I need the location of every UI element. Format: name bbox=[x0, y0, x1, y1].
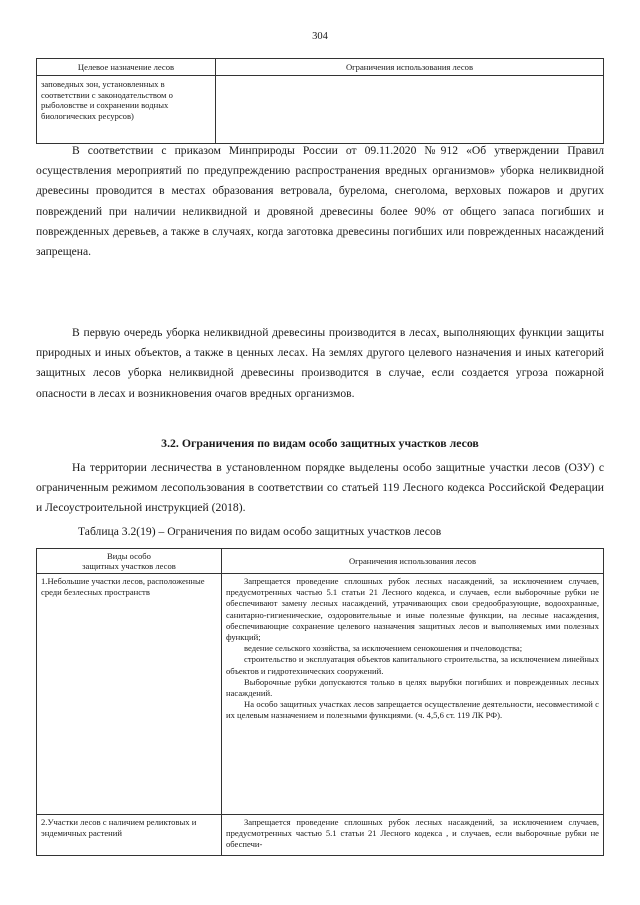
row2-restrictions bbox=[222, 815, 604, 856]
row1-zone-type: 1.Небольшие участки лесов, расположенные среди безлесных пространств bbox=[37, 574, 222, 815]
row1-restrictions bbox=[222, 574, 604, 815]
restrictions-table bbox=[36, 548, 604, 856]
table-header-zone-types-line1: Виды особо bbox=[107, 551, 151, 561]
section-heading: 3.2. Ограничения по видам особо защитных участков лесов bbox=[161, 436, 479, 450]
table-header-zone-types-line2: защитных участков лесов bbox=[82, 561, 176, 571]
top-table-cell-restrictions bbox=[216, 76, 604, 144]
table-row bbox=[37, 574, 604, 815]
top-table bbox=[36, 58, 604, 144]
row1-restriction-p2: ведение сельского хозяйства, за исключением сенокошения и пчеловодства; bbox=[244, 643, 523, 654]
row2-zone-type: 2.Участки лесов с наличием реликтовых и эндемичных растений bbox=[37, 815, 222, 856]
row1-restriction-p4: Выборочные рубки допускаются только в целях вырубки погибших и поврежденных лесных насаждений. bbox=[226, 676, 599, 699]
table-row bbox=[37, 815, 604, 856]
row1-restriction-p5: На особо защитных участках лесов запрещается осуществление деятельности, несовместимой с их целевым назначением и полезными функциями. (ч. 4,5,6 ст. 119 ЛК РФ). bbox=[226, 699, 599, 721]
row2-restriction-p1: Запрещается проведение сплошных рубок лесных насаждений, за исключением случаев, предусмотренных частью 5.1 статьи 21 Лесного кодекса , и случаев, если выборочные рубки не обеспечи- bbox=[226, 817, 599, 850]
row1-restriction-p1: Запрещается проведение сплошных рубок лесных насаждений, за исключением случаев, предусмотренных частью 5.1 статьи 21 Лесного кодекса, и случаев, если выборочные рубки не обеспечивают замену лесных насаждений, утрачивающих свои средообразующие, водоохранные, санитарно-гигиенические, оздоровительные и иные полезные функции, на лесные насаждения, обеспечивающие сохранение целевого назначения защитных лесов и выполняемых ими полезных функций; bbox=[226, 576, 599, 643]
section-paragraph: На территории лесничества в установленном порядке выделены особо защитные участки лесов (ОЗУ) с ограниченным режимом лесопользования в соответствии со статьей 119 Лесного кодекса Российской Федерации и Лесоустроительной инструкцией (2018). bbox=[36, 461, 604, 515]
row1-restriction-p3: строительство и эксплуатация объектов капитального строительства, за исключением линейных объектов и гидротехнических сооружений. bbox=[226, 654, 599, 676]
page-number: 304 bbox=[312, 31, 328, 42]
top-table-cell-purpose: заповедных зон, установленных в соответствии с законодательством о рыболовстве и сохранении водных биологических ресурсов) bbox=[37, 76, 216, 144]
top-table-header-purpose: Целевое назначение лесов bbox=[37, 59, 216, 76]
table-header-zone-types bbox=[37, 549, 222, 574]
table-caption: Таблица 3.2(19) – Ограничения по видам особо защитных участков лесов bbox=[78, 525, 442, 538]
top-table-header-restrictions: Ограничения использования лесов bbox=[216, 59, 604, 76]
table-header-restrictions: Ограничения использования лесов bbox=[222, 549, 604, 574]
body-paragraph-1: В соответствии с приказом Минприроды России от 09.11.2020 №912 «Об утверждении Правил осуществления мероприятий по предупреждению распространения вредных организмов» уборка неликвидной древесины проводится в местах образования ветровала, бурелома, снеголома, верховых пожаров и других повреждений при наличии неликвидной и дровяной древесины более 90% от общего запаса погибших и поврежденных деревьев, а также в случаях, когда заготовка древесины погибших или поврежденных насаждений запрещена. bbox=[36, 144, 604, 259]
body-paragraph-2: В первую очередь уборка неликвидной древесины производится в лесах, выполняющих функции защиты природных и иных объектов, а также в ценных лесах. На землях другого целевого назначения и иных категорий защитных лесов уборка неликвидной древесины производится в случае, если создается угроза пожарной опасности в лесах и возникновения очагов вредных организмов. bbox=[36, 326, 604, 400]
